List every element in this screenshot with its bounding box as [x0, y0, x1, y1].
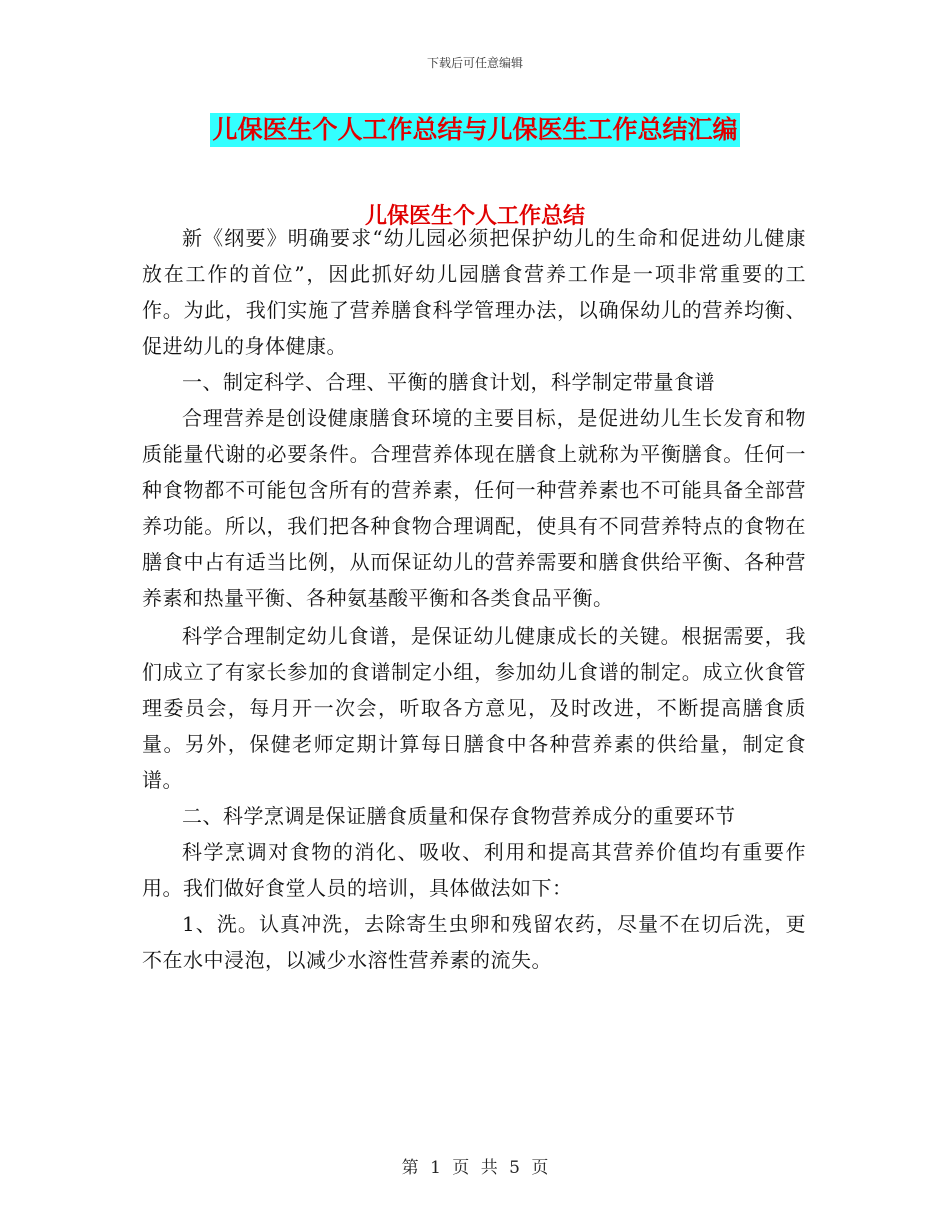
header-note: 下载后可任意编辑 — [426, 56, 523, 70]
paragraph-heading: 一、制定科学、合理、平衡的膳食计划，科学制定带量食谱 — [182, 370, 715, 394]
document-title-text: 儿保医生个人工作总结与儿保医生工作总结汇编 — [210, 113, 739, 147]
paragraph: 1、洗。认真冲洗，去除寄生虫卵和残留农药，尽量不在切后洗，更不在水中浸泡，以减少水溶性营养素的流失。 — [142, 912, 806, 972]
document-body — [142, 220, 806, 978]
paragraph: 合理营养是创设健康膳食环境的主要目标，是促进幼儿生长发育和物质能量代谢的必要条件。合理营养体现在膳食上就称为平衡膳食。任何一种食物都不可能包含所有的营养素，任何一种营养素也不可能具备全部营养功能。所以，我们把各种食物合理调配，使具有不同营养特点的食物在膳食中占有适当比例，从而保证幼儿的营养需要和膳食供给平衡、各种营养素和热量平衡、各种氨基酸平衡和各类食品平衡。 — [142, 406, 806, 610]
paragraph: 新《纲要》明确要求“幼儿园必须把保护幼儿的生命和促进幼儿健康放在工作的首位”，因此抓好幼儿园膳食营养工作是一项非常重要的工作。为此，我们实施了营养膳食科学管理办法，以确保幼儿的营养均衡、促进幼儿的身体健康。 — [142, 226, 806, 358]
section-title: 儿保医生个人工作总结 — [364, 204, 585, 229]
paragraph: 科学合理制定幼儿食谱，是保证幼儿健康成长的关键。根据需要，我们成立了有家长参加的食谱制定小组，参加幼儿食谱的制定。成立伙食管理委员会，每月开一次会，听取各方意见，及时改进，不断提高膳食质量。另外，保健老师定期计算每日膳食中各种营养素的供给量，制定食谱。 — [142, 624, 806, 792]
document-title — [0, 113, 950, 147]
paragraph-heading: 二、科学烹调是保证膳食质量和保存食物营养成分的重要环节 — [182, 804, 736, 828]
page-footer: 第 1 页 共 5 页 — [401, 1158, 549, 1178]
paragraph: 科学烹调对食物的消化、吸收、利用和提高其营养价值均有重要作用。我们做好食堂人员的培训，具体做法如下： — [142, 840, 806, 900]
